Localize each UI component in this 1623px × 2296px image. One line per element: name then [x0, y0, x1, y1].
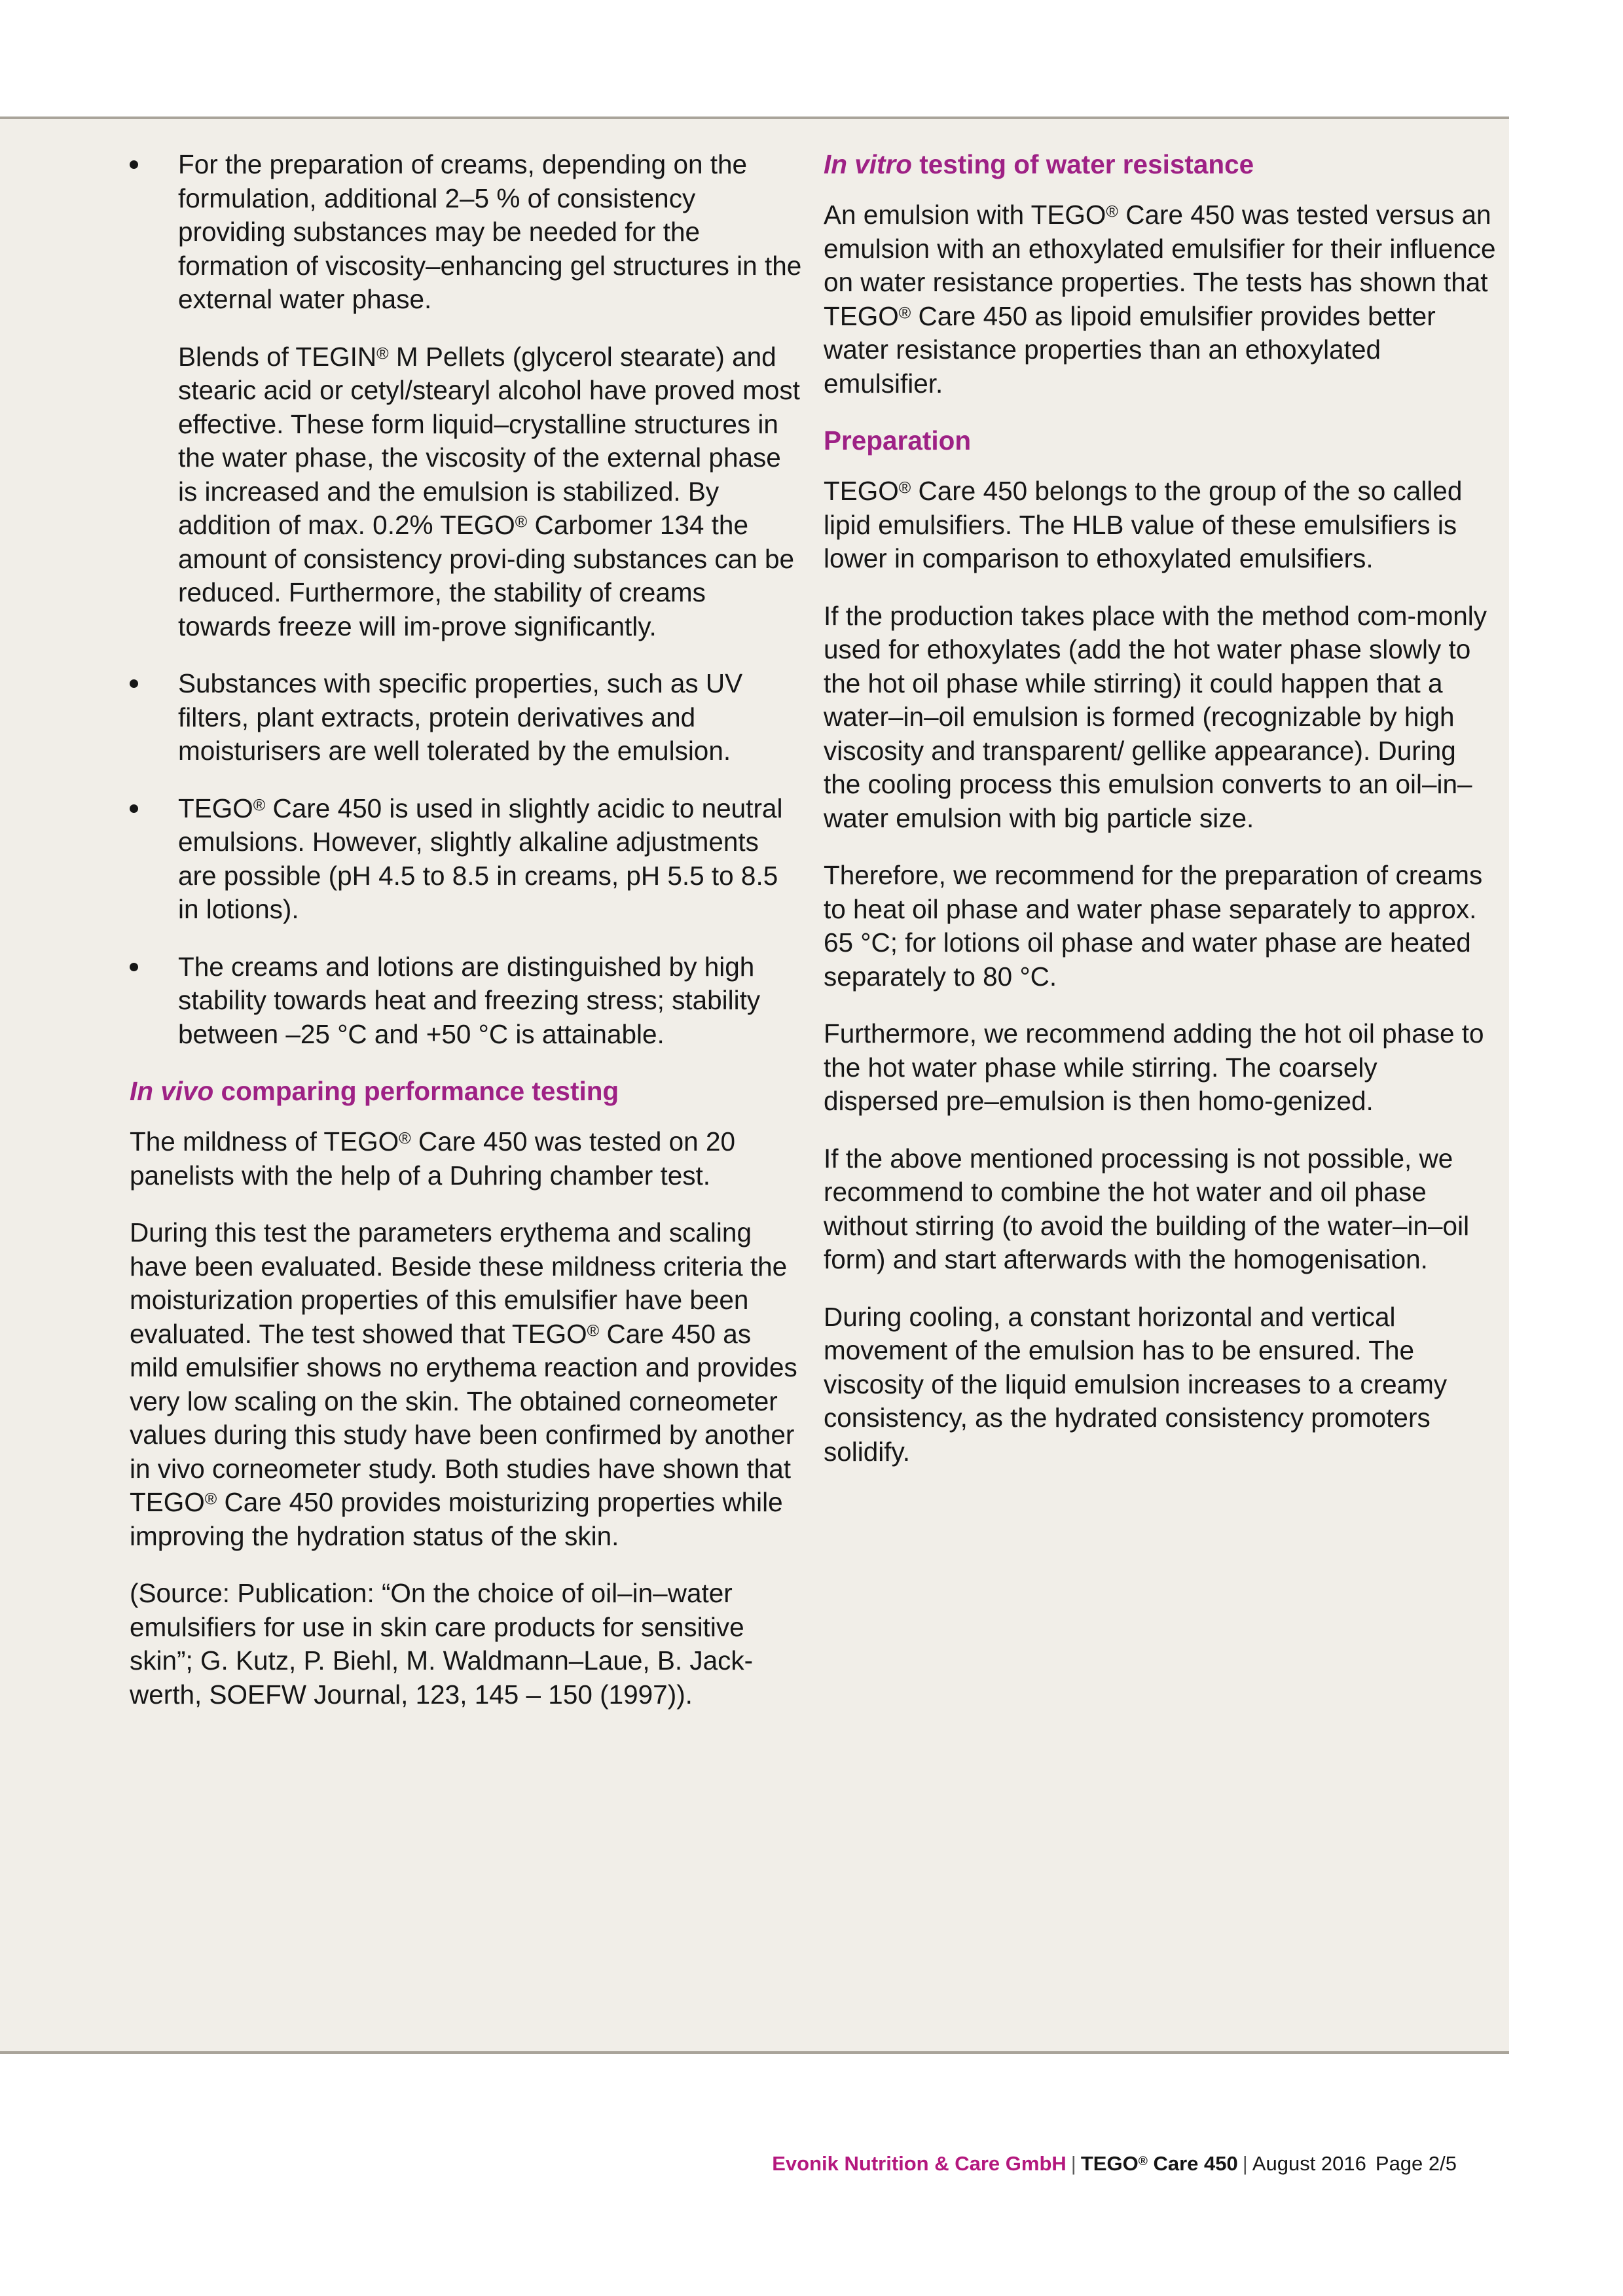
bullet-paragraph: For the preparation of creams, depending on the formulation, additional 2–5 % of consistency providing substances may be needed for the formation of viscosity–enhancing gel structures in the external water phase.	[178, 149, 802, 314]
paragraph-homogenizing: Furthermore, we recommend adding the hot oil phase to the hot water phase while stirring. The coarsely dispersed pre–emulsion is then homo-genized.	[824, 1018, 1484, 1116]
paragraph-cooling: During cooling, a constant horizontal and vertical movement of the emulsion has to be ensured. The viscosity of the liquid emulsion increases to a creamy consistency, as the hydrated consistency promoters solidify.	[824, 1301, 1448, 1467]
bullet-dot-icon	[130, 963, 138, 971]
paragraph-heating-recommendation: Therefore, we recommend for the preparation of creams to heat oil phase and water phase separately to approx. 65 °C; for lotions oil phase and water phase are heated separately to 80 °C.	[824, 860, 1483, 992]
footer-product-name: TEGO® Care 450	[1080, 2152, 1238, 2175]
heading-in-vitro	[824, 148, 1498, 181]
bullet-paragraph: Substances with specific properties, such as UV filters, plant extracts, protein derivatives and moisturisers are well tolerated by the emulsion.	[178, 668, 743, 766]
registered-trademark-icon: ®	[1106, 202, 1118, 221]
bullet-list-left	[130, 148, 804, 1051]
bullet-paragraph: Blends of TEGIN® M Pellets (glycerol stearate) and stearic acid or cetyl/stearyl alcohol have proved most effective. These form liquid–crystalline structures in the water phase, the viscosity of the external phase is increased and the emulsion is stabilized. By addition of max. 0.2% TEGO® Carbomer 134 the amount of consistency provi-ding substances can be reduced. Furthermore, the stability of creams towards freeze will im-prove significantly.	[178, 341, 800, 641]
registered-trademark-icon: ®	[515, 512, 528, 531]
right-column	[824, 148, 1498, 1492]
footer-separator-1: |	[1070, 2152, 1076, 2175]
footer-issue-date: August 2016	[1252, 2152, 1366, 2175]
list-item	[130, 667, 804, 768]
paragraph-mildness: The mildness of TEGO® Care 450 was tested on 20 panelists with the help of a Duhring chamber test.	[130, 1126, 735, 1191]
heading-in-vivo-rest: comparing performance testing	[213, 1076, 619, 1106]
bullet-dot-icon	[130, 160, 138, 169]
page-footer	[0, 2151, 1509, 2177]
bullet-dot-icon	[130, 679, 138, 688]
heading-in-vivo-italic-part: In vivo	[130, 1076, 214, 1106]
paragraph-test-parameters: During this test the parameters erythema and scaling have been evaluated. Beside these mildness criteria the moisturization properties of this emulsifier have been evaluated. The test showed that TEGO® Care 450 as mild emulsifier shows no erythema reaction and provides very low scaling on the skin. The obtained corneometer values during this study have been confirmed by another in vivo corneometer study. Both studies have shown that TEGO® Care 450 provides moisturizing properties while improving the hydration status of the skin.	[130, 1217, 797, 1551]
registered-trademark-icon: ®	[253, 795, 266, 814]
paragraph-production-method: If the production takes place with the method com-monly used for ethoxylates (add the hot water phase slowly to the hot oil phase while stirring) it could happen that a water–in–oil emulsion is formed (recognizable by high viscosity and transparent/ gellike appearance). During the cooling process this emulsion converts to an oil–in–water emulsion with big particle size.	[824, 600, 1487, 833]
heading-in-vitro-rest: testing of water resistance	[912, 149, 1254, 179]
paragraph-source-citation: (Source: Publication: “On the choice of oil–in–water emulsifiers for use in skin care products for sensitive skin”; G. Kutz, P. Biehl, M. Waldmann–Laue, B. Jack-werth, SOEFW Journal, 123, 145 – 150 (1997)).	[130, 1578, 754, 1710]
bullet-paragraph: TEGO® Care 450 is used in slightly acidic to neutral emulsions. However, slightly alkaline adjustments are possible (pH 4.5 to 8.5 in creams, pH 5.5 to 8.5 in lotions).	[178, 793, 783, 924]
paragraph-alternative-processing: If the above mentioned processing is not possible, we recommend to combine the hot water and oil phase without stirring (to avoid the building of the water–in–oil form) and start afterwards with the homogenisation.	[824, 1143, 1470, 1274]
paragraph-lipid-emulsifiers: TEGO® Care 450 belongs to the group of the so called lipid emulsifiers. The HLB value of these emulsifiers is lower in comparison to ethoxylated emulsifiers.	[824, 476, 1463, 573]
paragraph-water-resistance: An emulsion with TEGO® Care 450 was tested versus an emulsion with an ethoxylated emulsifier for their influence on water resistance properties. The tests has shown that TEGO® Care 450 as lipoid emulsifier provides better water resistance properties than an ethoxylated emulsifier.	[824, 200, 1496, 399]
list-item	[130, 792, 804, 927]
heading-in-vitro-italic-part: In vitro	[824, 149, 913, 179]
footer-separator-2: |	[1242, 2152, 1248, 2175]
registered-trademark-icon: ®	[1138, 2154, 1148, 2168]
content-panel	[0, 117, 1509, 2054]
left-column	[130, 148, 804, 1735]
registered-trademark-icon: ®	[587, 1321, 600, 1340]
bullet-dot-icon	[130, 804, 138, 813]
two-column-layout	[0, 119, 1509, 2051]
footer-company-name: Evonik Nutrition & Care GmbH	[772, 2152, 1067, 2175]
heading-preparation: Preparation	[824, 425, 972, 456]
registered-trademark-icon: ®	[204, 1490, 217, 1509]
heading-in-vivo	[130, 1075, 804, 1108]
registered-trademark-icon: ®	[898, 303, 911, 322]
footer-page-number: Page 2/5	[1375, 2152, 1457, 2175]
list-item	[130, 950, 804, 1052]
list-item	[130, 148, 804, 643]
bullet-paragraph: The creams and lotions are distinguished by high stability towards heat and freezing stress; stability between –25 °C and +50 °C is attainable.	[178, 951, 761, 1049]
registered-trademark-icon: ®	[898, 478, 911, 497]
registered-trademark-icon: ®	[376, 344, 389, 363]
registered-trademark-icon: ®	[399, 1129, 411, 1148]
